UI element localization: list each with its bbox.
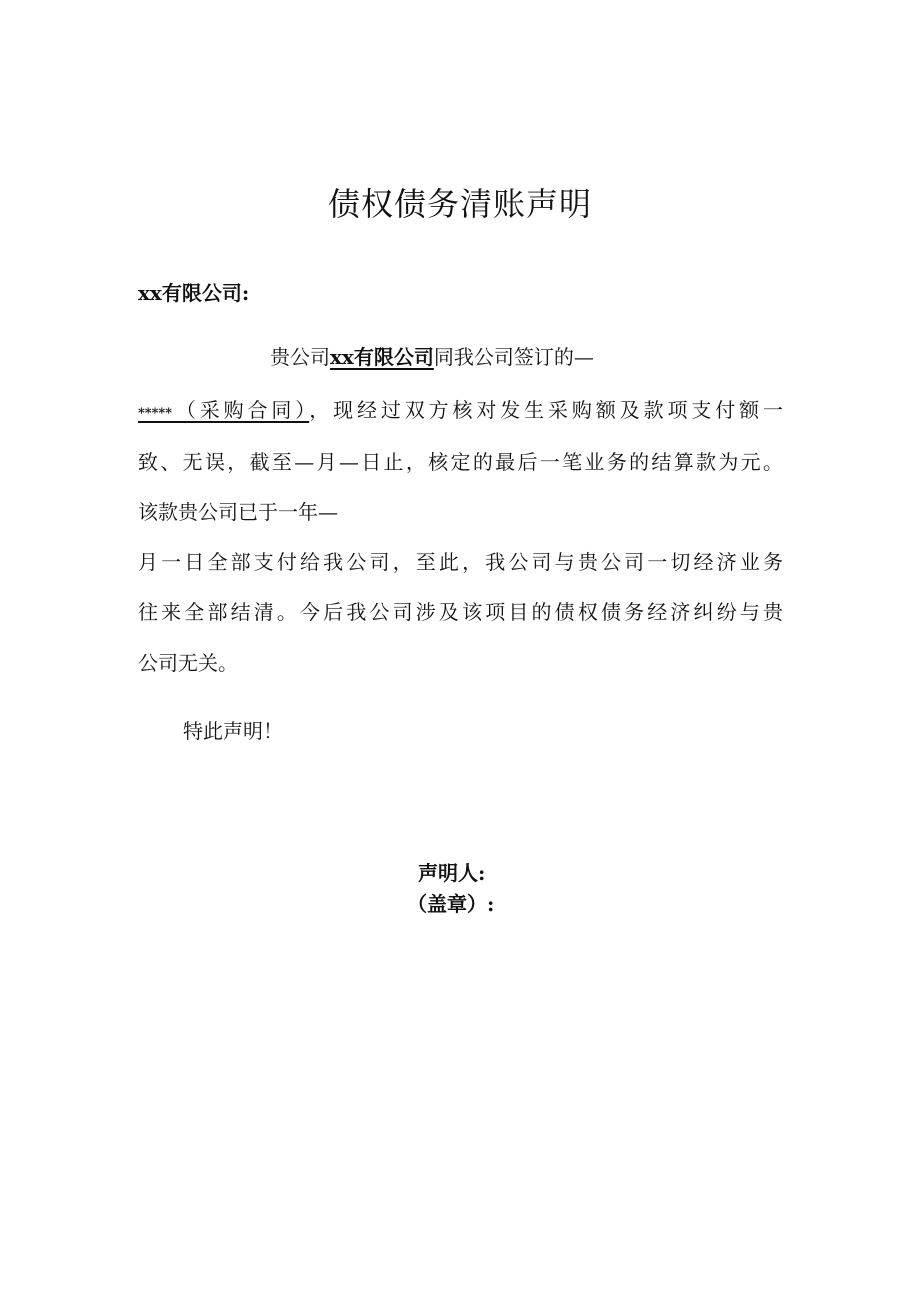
company-name-text: xx有限公司 xyxy=(330,345,434,369)
paragraph-line-5: 月一日全部支付给我公司，至此，我公司与贵公司一切经济业务 xyxy=(138,550,783,574)
addressee: xx有限公司: xyxy=(138,281,250,305)
closing-statement: 特此声明！ xyxy=(183,719,283,743)
paragraph-line-3: 致、无误，截至—月—日止，核定的最后一笔业务的结算款为元。 xyxy=(138,450,783,474)
signed-text: 同我公司签订的— xyxy=(433,345,594,369)
seal-label: （盖章）: xyxy=(407,892,495,916)
contract-stars: ***** xyxy=(138,406,172,421)
document-title: 债权债务清账声明 xyxy=(327,185,592,223)
intro-text: 贵公司 xyxy=(270,345,330,369)
paragraph-line-4: 该款贵公司已于一年— xyxy=(138,500,338,524)
verification-text: ，现经过双方核对发生采购额及款项支付额一 xyxy=(309,398,784,422)
contract-reference xyxy=(138,398,309,422)
paragraph-line-2 xyxy=(138,395,783,429)
paragraph-line-1 xyxy=(270,342,594,372)
declarant-label: 声明人: xyxy=(418,861,486,885)
contract-name: （采购合同） xyxy=(172,398,310,422)
company-name xyxy=(330,345,434,369)
paragraph-line-6: 往来全部结清。今后我公司涉及该项目的债权债务经济纠纷与贵 xyxy=(138,600,783,624)
paragraph-line-7: 公司无关。 xyxy=(138,651,238,675)
